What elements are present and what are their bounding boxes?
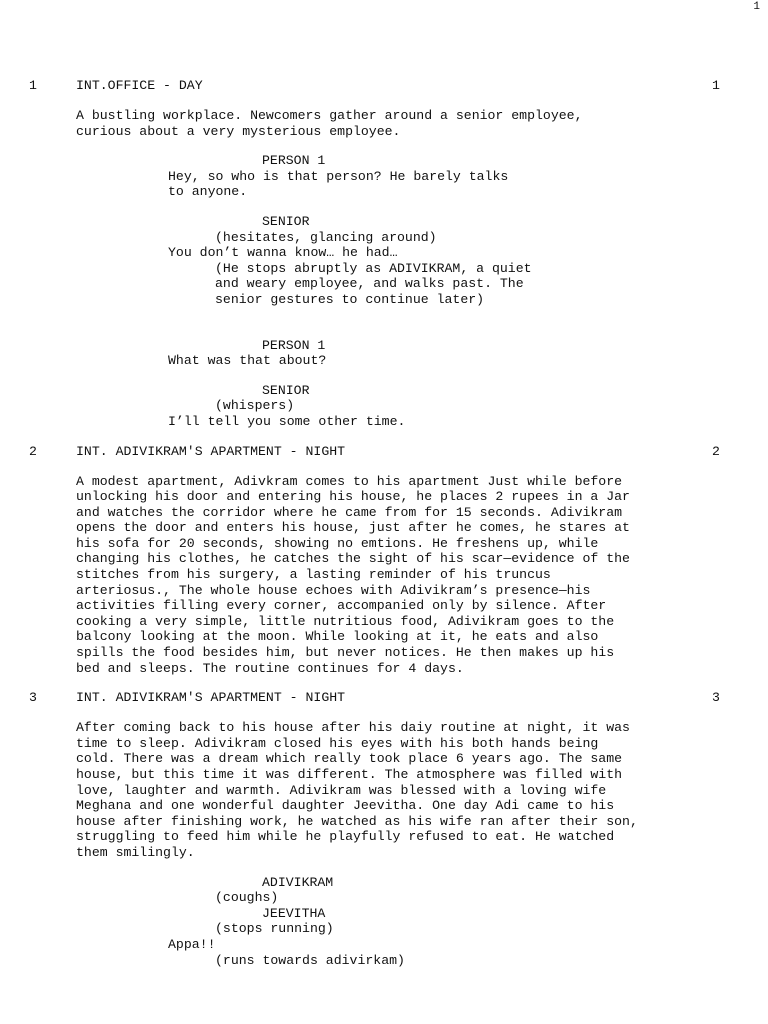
scene-number-right: 3	[712, 690, 720, 706]
character-name: SENIOR	[262, 382, 310, 398]
page-number: 1	[753, 1, 760, 13]
scene-number-left: 2	[29, 443, 37, 459]
dialogue-block	[0, 383, 768, 430]
action-text: A bustling workplace. Newcomers gather around a senior employee, curious about a very mysterious employee.	[76, 108, 583, 139]
scene-number-left: 3	[29, 690, 37, 706]
scene-title: INT. ADIVIKRAM'S APARTMENT - NIGHT	[76, 690, 346, 706]
character-name: JEEVITHA	[262, 905, 326, 921]
action-text: A modest apartment, Adivkram comes to his apartment Just while before unlocking his door and entering his house, he places 2 rupees in a Jar and watches the corridor where he came from for 15 seconds. Adivikram opens the door and enters his house, just after he comes, he stares at his sofa for 20 seconds, showing no emtions. He freshens up, while changing his clothes, he catches the sight of his scar—evidence of the stitches from his surgery, a lasting reminder of his truncus arteriosus., The whole house echoes with Adivikram’s presence—his activities filling every corner, accompanied only by silence. After cooking a very simple, little nutritious food, Adivikram goes to the balcony looking at the moon. While looking at it, he eats and also spills the food besides him, but never notices. He then makes up his bed and sleeps. The routine continues for 4 days.	[76, 473, 630, 676]
parenthetical: (He stops abruptly as ADIVIKRAM, a quiet and weary employee, and walks past. The senior gestures to continue later)	[215, 260, 532, 307]
dialogue-line: I’ll tell you some other time.	[168, 413, 406, 429]
parenthetical: (whispers)	[215, 398, 295, 414]
dialogue-block	[0, 338, 768, 369]
dialogue-block	[0, 153, 768, 200]
dialogue-block	[0, 214, 768, 308]
scene-heading	[0, 444, 768, 460]
character-name: SENIOR	[262, 213, 310, 229]
character-name: PERSON 1	[262, 153, 326, 169]
parenthetical: (stops running)	[215, 921, 334, 937]
parenthetical: (hesitates, glancing around)	[215, 229, 437, 245]
screenplay-body	[0, 78, 768, 968]
parenthetical: (runs towards adivirkam)	[215, 952, 405, 968]
action-text: After coming back to his house after his daiy routine at night, it was time to sleep. Adivikram closed his eyes with his both hands being cold. There was a dream which really took place 6 years ago. The same house, but this time it was different. The atmosphere was filled with love, laughter and warmth. Adivikram was blessed with a loving wife Meghana and one wonderful daughter Jeevitha. One day Adi came to his house after finishing work, he watched as his wife ran after their son, struggling to feed him while he playfully refused to eat. He watched them smilingly.	[76, 720, 638, 860]
dialogue-block	[0, 875, 768, 906]
dialogue-line: You don’t wanna know… he had…	[168, 245, 398, 261]
dialogue-block	[0, 906, 768, 968]
dialogue-line: Appa!!	[168, 936, 216, 952]
scene-heading	[0, 690, 768, 706]
dialogue-line: What was that about?	[168, 353, 327, 369]
scene-number-right: 2	[712, 443, 720, 459]
parenthetical: (coughs)	[215, 890, 279, 906]
scene-title: INT.OFFICE - DAY	[76, 78, 203, 93]
dialogue-line: Hey, so who is that person? He barely talks to anyone.	[168, 168, 509, 200]
scene-number-right: 1	[712, 78, 720, 93]
scene-number-left: 1	[29, 78, 37, 93]
character-name: PERSON 1	[262, 337, 326, 353]
scene-title: INT. ADIVIKRAM'S APARTMENT - NIGHT	[76, 443, 346, 459]
scene-heading	[0, 78, 768, 94]
character-name: ADIVIKRAM	[262, 874, 334, 890]
